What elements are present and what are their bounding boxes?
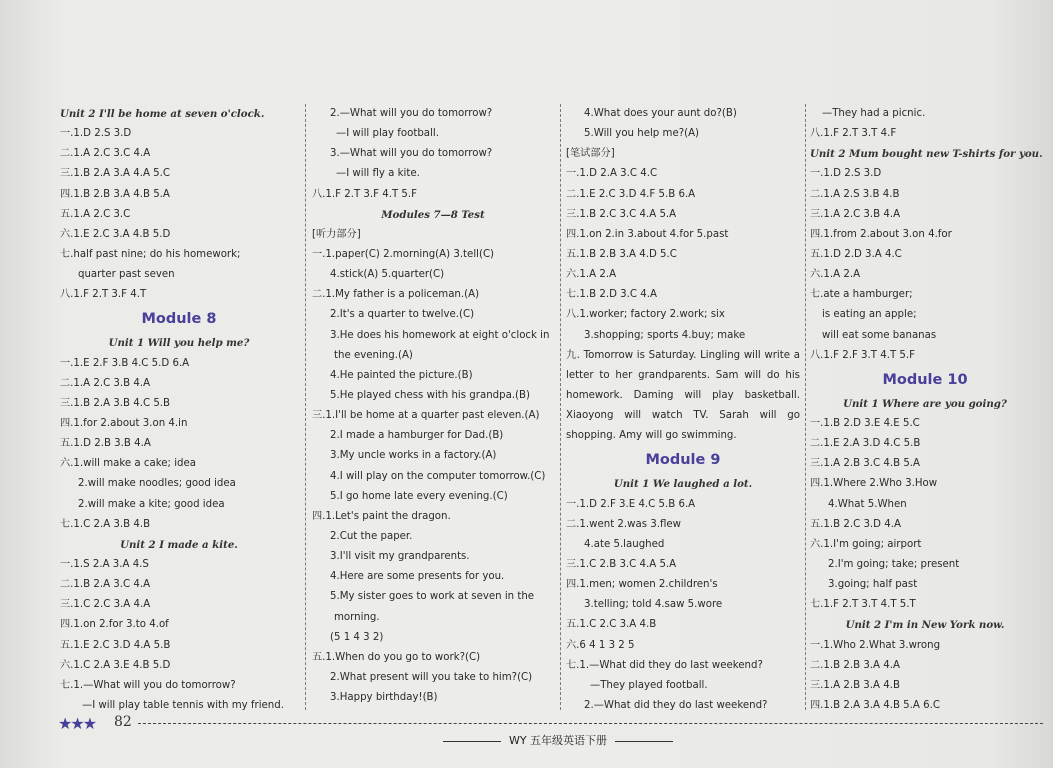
answer-line: 2.—What will you do tomorrow? <box>330 108 493 119</box>
answer-line: 二.1.went 2.was 3.flew <box>566 518 682 530</box>
unit-heading: Unit 1 Where are you going? <box>843 397 1007 410</box>
answer-line: 三.1.A 2.B 3.C 4.B 5.A <box>810 458 921 470</box>
answer-line: 四.1.Where 2.Who 3.How <box>810 478 938 490</box>
answer-line: the evening.(A) <box>334 349 413 361</box>
unit-heading: Modules 7—8 Test <box>381 208 485 221</box>
answer-line: 七.half past nine; do his homework; <box>60 248 241 260</box>
answer-line: 3.My uncle works in a factory.(A) <box>330 450 497 462</box>
answer-line: 2.I made a hamburger for Dad.(B) <box>330 430 504 442</box>
answer-line: 4.stick(A) 5.quarter(C) <box>330 269 445 281</box>
answer-line: 3.telling; told 4.saw 5.wore <box>584 599 723 611</box>
answer-line: —They played football. <box>590 679 708 691</box>
answer-line: 4.I will play on the computer tomorrow.(C) <box>330 470 546 482</box>
answer-line: 4.What 5.When <box>828 498 907 510</box>
answer-line: 二.1.E 2.C 3.D 4.F 5.B 6.A <box>566 188 696 200</box>
answer-line: 二.1.My father is a policeman.(A) <box>312 289 480 301</box>
answer-line: 一.1.D 2.S 3.D <box>60 128 132 140</box>
answer-line: 一.1.Who 2.What 3.wrong <box>810 639 941 651</box>
answer-line: 四.1.on 2.for 3.to 4.of <box>60 619 169 631</box>
answer-line: 二.1.B 2.B 3.A 4.A <box>810 659 900 671</box>
answer-line: 2.will make noodles; good idea <box>78 478 236 490</box>
answer-line: 一.1.D 2.F 3.E 4.C 5.B 6.A <box>566 498 696 510</box>
unit-heading: Unit 2 Mum bought new T-shirts for you. <box>810 148 1043 161</box>
unit-heading: Unit 1 We laughed a lot. <box>613 478 753 491</box>
answer-line: 3.Happy birthday!(B) <box>330 692 438 704</box>
answer-line: —I will play football. <box>336 128 439 140</box>
answer-line: 三.1.B 2.C 3.C 4.A 5.A <box>566 208 677 220</box>
answer-line: 三.1.I'll be home at a quarter past eleven.(A) <box>312 410 540 422</box>
column-divider <box>805 104 806 710</box>
answer-line: 一.1.D 2.S 3.D <box>810 168 882 180</box>
answer-line: 六.1.E 2.C 3.A 4.B 5.D <box>60 228 171 240</box>
answer-line: 七.1.C 2.A 3.B 4.B <box>60 518 151 530</box>
module-heading: Module 10 <box>882 371 968 388</box>
answer-line: —They had a picnic. <box>822 108 926 119</box>
column-divider <box>560 104 561 710</box>
answer-line: 3.He does his homework at eight o'clock in <box>330 329 550 341</box>
answer-line: 3.I'll visit my grandparents. <box>330 551 470 563</box>
answer-line: morning. <box>334 611 380 623</box>
answer-line: 2.I'm going; take; present <box>828 558 960 570</box>
module-heading: Module 9 <box>645 452 721 469</box>
answer-line: will eat some bananas <box>822 329 937 341</box>
unit-heading: Unit 2 I'm in New York now. <box>845 619 1005 632</box>
column-4 <box>810 104 1043 712</box>
unit-heading: Unit 2 I'll be home at seven o'clock. <box>60 108 265 120</box>
answer-line: 六.1.C 2.A 3.E 4.B 5.D <box>60 659 171 671</box>
answer-line: 四.1.from 2.about 3.on 4.for <box>810 228 952 240</box>
book-title-text: WY 五年级英语下册 <box>508 734 608 747</box>
answer-line: 三.1.A 2.B 3.A 4.B <box>810 679 900 691</box>
answer-line: 2.—What did they do last weekend? <box>584 700 768 712</box>
page-footer <box>58 712 1043 747</box>
answer-line: 六.1.A 2.A <box>566 269 617 281</box>
answer-line: 4.He painted the picture.(B) <box>330 369 473 381</box>
answer-line: 四.1.on 2.in 3.about 4.for 5.past <box>566 228 729 240</box>
answer-line: 四.1.B 2.B 3.A 4.B 5.A <box>60 188 170 200</box>
answer-line: 八.1.worker; factory 2.work; six <box>566 309 725 321</box>
answer-line: 5.Will you help me?(A) <box>584 128 700 140</box>
answer-line: 二.1.A 2.S 3.B 4.B <box>810 188 900 200</box>
answer-line: 3.shopping; sports 4.buy; make <box>584 329 746 341</box>
answer-line: 五.1.E 2.C 3.D 4.A 5.B <box>60 639 171 651</box>
answer-line: 5.I go home late every evening.(C) <box>330 490 508 502</box>
answer-line: 一.1.paper(C) 2.morning(A) 3.tell(C) <box>312 248 495 260</box>
column-divider <box>305 104 306 710</box>
answer-line: 二.1.E 2.A 3.D 4.C 5.B <box>810 438 921 450</box>
answer-line: 三.1.A 2.C 3.B 4.A <box>810 208 901 220</box>
answer-line: 二.1.B 2.A 3.C 4.A <box>60 579 151 591</box>
answer-line: 2.What present will you take to him?(C) <box>330 671 533 683</box>
footer-divider <box>138 723 1043 724</box>
answer-line: 一.1.E 2.F 3.B 4.C 5.D 6.A <box>60 357 190 369</box>
answer-line: 二.1.A 2.C 3.C 4.A <box>60 148 151 160</box>
answer-line: 九. Tomorrow is Saturday. Lingling will write a letter to her grandparents. Sam will do his homework. Daming will play basketball. Xiaoyong will watch TV. Sarah will go shopping. Amy will go swimming. <box>566 349 800 442</box>
answer-line: 六.1.will make a cake; idea <box>60 458 197 470</box>
column-1 <box>60 104 298 712</box>
answer-line: 五.1.D 2.B 3.B 4.A <box>60 438 151 450</box>
answer-line: 五.1.B 2.B 3.A 4.D 5.C <box>566 248 677 260</box>
answer-line: [笔试部分] <box>566 148 615 160</box>
book-title <box>418 732 698 748</box>
answer-line: 一.1.S 2.A 3.A 4.S <box>60 558 149 570</box>
answer-line: 一.1.B 2.D 3.E 4.E 5.C <box>810 417 920 429</box>
star-icons: ★★★ <box>58 714 96 733</box>
page-number: 82 <box>114 714 132 730</box>
unit-heading: Unit 2 I made a kite. <box>120 538 238 551</box>
answer-line: 八.1.F 2.F 3.T 4.T 5.F <box>810 349 916 361</box>
answer-line: 六.1.A 2.A <box>810 269 861 281</box>
answer-line: 五.1.C 2.C 3.A 4.B <box>566 619 657 631</box>
answer-line: 四.1.for 2.about 3.on 4.in <box>60 417 188 429</box>
answer-line: 五.1.A 2.C 3.C <box>60 208 131 220</box>
answer-line: 六.6 4 1 3 2 5 <box>566 639 635 651</box>
answer-line: 七.1.—What did they do last weekend? <box>566 659 763 671</box>
answer-line: 5.He played chess with his grandpa.(B) <box>330 389 530 401</box>
column-3 <box>566 104 800 712</box>
answer-line: —I will play table tennis with my friend. <box>82 699 284 711</box>
answer-line: 六.1.I'm going; airport <box>810 538 922 550</box>
answer-line: [听力部分] <box>312 228 361 240</box>
unit-heading: Unit 1 Will you help me? <box>108 337 250 350</box>
answer-line: 一.1.D 2.A 3.C 4.C <box>566 168 658 180</box>
column-2 <box>312 104 554 712</box>
answer-line: 5.My sister goes to work at seven in the <box>330 591 535 603</box>
answer-line: 八.1.F 2.T 3.T 4.F <box>810 128 897 140</box>
answer-line: 八.1.F 2.T 3.F 4.T <box>60 289 147 301</box>
answer-line: 二.1.A 2.C 3.B 4.A <box>60 377 151 389</box>
answer-line: 2.will make a kite; good idea <box>78 498 225 510</box>
answer-line: quarter past seven <box>78 269 175 281</box>
answer-line: 七.ate a hamburger; <box>810 289 913 301</box>
answer-line: 4.What does your aunt do?(B) <box>584 108 737 119</box>
answer-line: 七.1.B 2.D 3.C 4.A <box>566 289 657 301</box>
answer-line: 四.1.B 2.A 3.A 4.B 5.A 6.C <box>810 699 940 711</box>
answer-line: 2.It's a quarter to twelve.(C) <box>330 309 475 321</box>
answer-line: —I will fly a kite. <box>336 168 420 180</box>
answer-line: 4.ate 5.laughed <box>584 538 665 550</box>
answer-line: 2.Cut the paper. <box>330 530 413 542</box>
answer-line: 三.1.B 2.A 3.B 4.C 5.B <box>60 397 171 409</box>
module-heading: Module 8 <box>141 311 217 328</box>
answer-line: 3.going; half past <box>828 579 918 591</box>
answer-line: 五.1.B 2.C 3.D 4.A <box>810 518 901 530</box>
answer-line: 三.1.C 2.C 3.A 4.A <box>60 599 151 611</box>
answer-line: is eating an apple; <box>822 309 917 321</box>
answer-line: 七.1.F 2.T 3.T 4.T 5.T <box>810 599 916 611</box>
answer-line: 八.1.F 2.T 3.F 4.T 5.F <box>312 188 418 200</box>
answer-line: 三.1.B 2.A 3.A 4.A 5.C <box>60 168 170 180</box>
answer-line: 3.—What will you do tomorrow? <box>330 148 493 160</box>
answer-line: (5 1 4 3 2) <box>330 631 384 643</box>
answer-line: 4.Here are some presents for you. <box>330 571 505 583</box>
answer-line: 七.1.—What will you do tomorrow? <box>60 679 236 691</box>
answer-line: 四.1.Let's paint the dragon. <box>312 510 451 522</box>
answer-line: 四.1.men; women 2.children's <box>566 579 718 591</box>
answer-line: 五.1.D 2.D 3.A 4.C <box>810 248 902 260</box>
answer-line: 五.1.When do you go to work?(C) <box>312 651 481 663</box>
answer-line: 三.1.C 2.B 3.C 4.A 5.A <box>566 559 677 571</box>
